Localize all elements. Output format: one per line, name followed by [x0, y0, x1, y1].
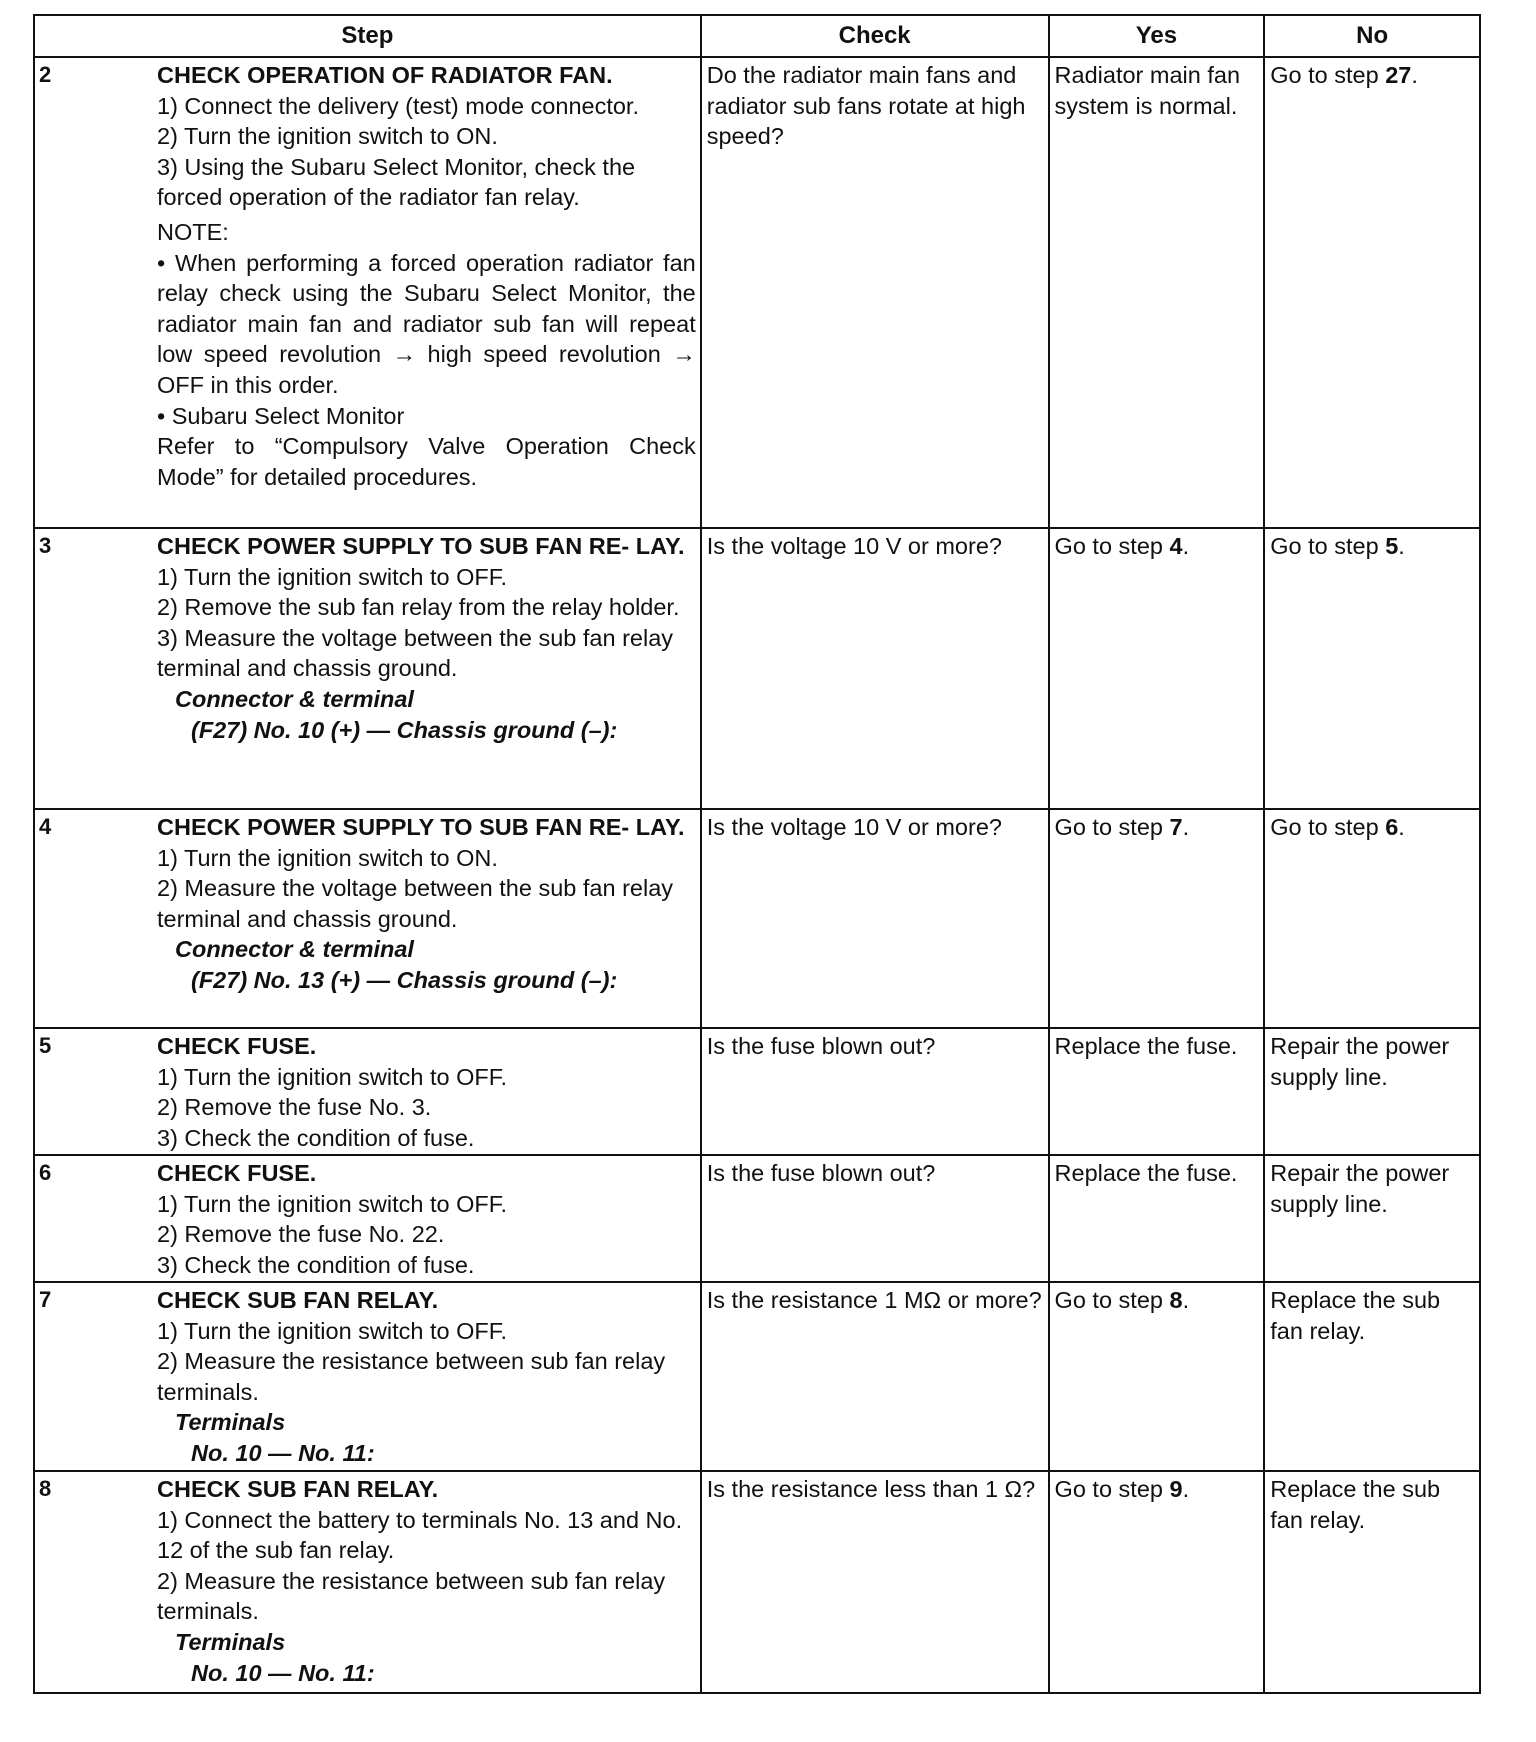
step-instruction: 1) Connect the delivery (test) mode connector.: [157, 92, 639, 119]
step-body: [157, 1283, 700, 1469]
spec-value: (F27) No. 13 (+) — Chassis ground (–):: [191, 966, 618, 993]
note-text: • When performing a forced operation radiator fan relay check using the Subaru Select Monitor, the radiator main fan and radiator sub fan will repeat low speed revolution → high speed revolution → OFF in this order.: [157, 249, 696, 398]
note-text: • Subaru Select Monitor: [157, 402, 405, 429]
step-instruction: 2) Remove the fuse No. 3.: [157, 1094, 432, 1121]
step-title: CHECK POWER SUPPLY TO SUB FAN RE- LAY.: [157, 814, 685, 840]
header-check: Check: [701, 15, 1049, 57]
step-body: [157, 529, 700, 745]
yes-cell: Go to step 8.: [1049, 1282, 1265, 1471]
step-instruction: 2) Measure the voltage between the sub fan relay terminal and chassis ground.: [157, 875, 674, 932]
header-step: Step: [34, 15, 701, 57]
step-instruction: 2) Remove the fuse No. 22.: [157, 1221, 445, 1248]
header-no: No: [1264, 15, 1480, 57]
step-title: CHECK OPERATION OF RADIATOR FAN.: [157, 62, 613, 88]
yes-cell: Go to step 9.: [1049, 1471, 1265, 1693]
yes-cell: Replace the fuse.: [1049, 1028, 1265, 1155]
step-body: [157, 1156, 700, 1280]
no-cell: Repair the power supply line.: [1264, 1155, 1480, 1282]
goto-prefix: Go to step: [1054, 1476, 1170, 1502]
step-number: 3: [39, 533, 52, 558]
step-instruction: 1) Connect the battery to terminals No. 13 and No. 12 of the sub fan relay.: [157, 1506, 683, 1564]
spec-value: No. 10 — No. 11:: [191, 1439, 375, 1466]
table-row: [34, 57, 1480, 528]
goto-step-number: 4: [1169, 533, 1183, 559]
goto-step-number: 6: [1385, 814, 1399, 840]
note-label: NOTE:: [157, 218, 229, 245]
step-number: 2: [39, 62, 52, 87]
step-cell: [34, 528, 701, 809]
check-cell: Is the fuse blown out?: [701, 1155, 1049, 1282]
goto-prefix: Go to step: [1270, 814, 1386, 840]
table-row: [34, 1471, 1480, 1693]
table-row: [34, 809, 1480, 1028]
spec-value: No. 10 — No. 11:: [191, 1659, 375, 1686]
spec-label: Connector & terminal: [175, 685, 414, 712]
yes-cell: Radiator main fan system is normal.: [1049, 57, 1265, 528]
step-cell: [34, 809, 701, 1028]
no-cell: Replace the sub fan relay.: [1264, 1471, 1480, 1693]
no-cell: Repair the power supply line.: [1264, 1028, 1480, 1155]
spec-value: (F27) No. 10 (+) — Chassis ground (–):: [191, 716, 618, 743]
no-cell: Go to step 27.: [1264, 57, 1480, 528]
no-cell: Go to step 6.: [1264, 809, 1480, 1028]
step-instruction: 1) Turn the ignition switch to OFF.: [157, 1190, 508, 1217]
step-instruction: 3) Check the condition of fuse.: [157, 1124, 475, 1151]
no-cell: Go to step 5.: [1264, 528, 1480, 809]
step-cell: [34, 1282, 701, 1471]
goto-step-number: 8: [1169, 1287, 1183, 1313]
table-row: [34, 528, 1480, 809]
step-title: CHECK FUSE.: [157, 1033, 317, 1059]
note-text: Mode” for detailed procedures.: [157, 463, 478, 490]
yes-cell: Replace the fuse.: [1049, 1155, 1265, 1282]
check-cell: Is the voltage 10 V or more?: [701, 809, 1049, 1028]
step-instruction: 2) Remove the sub fan relay from the relay holder.: [157, 594, 680, 621]
goto-prefix: Go to step: [1270, 62, 1386, 88]
step-title: CHECK SUB FAN RELAY.: [157, 1287, 439, 1313]
goto-step-number: 7: [1169, 814, 1183, 840]
goto-step-number: 5: [1385, 533, 1399, 559]
step-instruction: 1) Turn the ignition switch to ON.: [157, 844, 498, 871]
step-body: [157, 810, 700, 996]
step-instruction: 2) Measure the resistance between sub fan relay terminals.: [157, 1567, 666, 1625]
step-body: [157, 58, 700, 492]
no-cell: Replace the sub fan relay.: [1264, 1282, 1480, 1471]
diagnostic-table: [33, 14, 1481, 1694]
step-instruction: 2) Turn the ignition switch to ON.: [157, 123, 498, 150]
step-number: 5: [39, 1033, 52, 1058]
step-title: CHECK POWER SUPPLY TO SUB FAN RE- LAY.: [157, 533, 685, 559]
step-cell: [34, 1028, 701, 1155]
step-cell: [34, 57, 701, 528]
spec-label: Terminals: [175, 1628, 286, 1655]
step-number: 4: [39, 814, 52, 839]
check-cell: Is the voltage 10 V or more?: [701, 528, 1049, 809]
step-title: CHECK FUSE.: [157, 1160, 317, 1186]
header-yes: Yes: [1049, 15, 1265, 57]
step-instruction: 1) Turn the ignition switch to OFF.: [157, 1317, 508, 1344]
step-instruction: 3) Check the condition of fuse.: [157, 1251, 475, 1278]
step-instruction: 2) Measure the resistance between sub fan relay terminals.: [157, 1348, 666, 1405]
step-cell: [34, 1155, 701, 1282]
note-text: Refer to “Compulsory Valve Operation Check: [157, 433, 696, 460]
step-number: 7: [39, 1287, 52, 1312]
step-instruction: 3) Measure the voltage between the sub fan relay terminal and chassis ground.: [157, 624, 674, 682]
spec-label: Connector & terminal: [175, 936, 414, 963]
step-title: CHECK SUB FAN RELAY.: [157, 1476, 439, 1502]
step-body: [157, 1029, 700, 1153]
step-number: 8: [39, 1476, 52, 1501]
check-cell: Is the resistance 1 MΩ or more?: [701, 1282, 1049, 1471]
goto-prefix: Go to step: [1270, 533, 1386, 559]
spec-label: Terminals: [175, 1409, 286, 1436]
goto-prefix: Go to step: [1054, 533, 1170, 559]
table-row: [34, 1028, 1480, 1155]
step-instruction: 3) Using the Subaru Select Monitor, check the forced operation of the radiator fan relay.: [157, 153, 636, 211]
check-cell: Is the fuse blown out?: [701, 1028, 1049, 1155]
step-body: [157, 1472, 700, 1688]
step-instruction: 1) Turn the ignition switch to OFF.: [157, 1063, 508, 1090]
yes-cell: Go to step 7.: [1049, 809, 1265, 1028]
yes-cell: Go to step 4.: [1049, 528, 1265, 809]
step-instruction: 1) Turn the ignition switch to OFF.: [157, 563, 508, 590]
goto-step-number: 27: [1385, 62, 1412, 88]
goto-prefix: Go to step: [1054, 1287, 1170, 1313]
goto-prefix: Go to step: [1054, 814, 1170, 840]
table-row: [34, 1155, 1480, 1282]
check-cell: Do the radiator main fans and radiator sub fans rotate at high speed?: [701, 57, 1049, 528]
check-cell: Is the resistance less than 1 Ω?: [701, 1471, 1049, 1693]
header-row: [34, 15, 1480, 57]
goto-step-number: 9: [1169, 1476, 1183, 1502]
table-row: [34, 1282, 1480, 1471]
diagnostic-table-page: [33, 14, 1481, 1694]
step-cell: [34, 1471, 701, 1693]
step-number: 6: [39, 1160, 52, 1185]
